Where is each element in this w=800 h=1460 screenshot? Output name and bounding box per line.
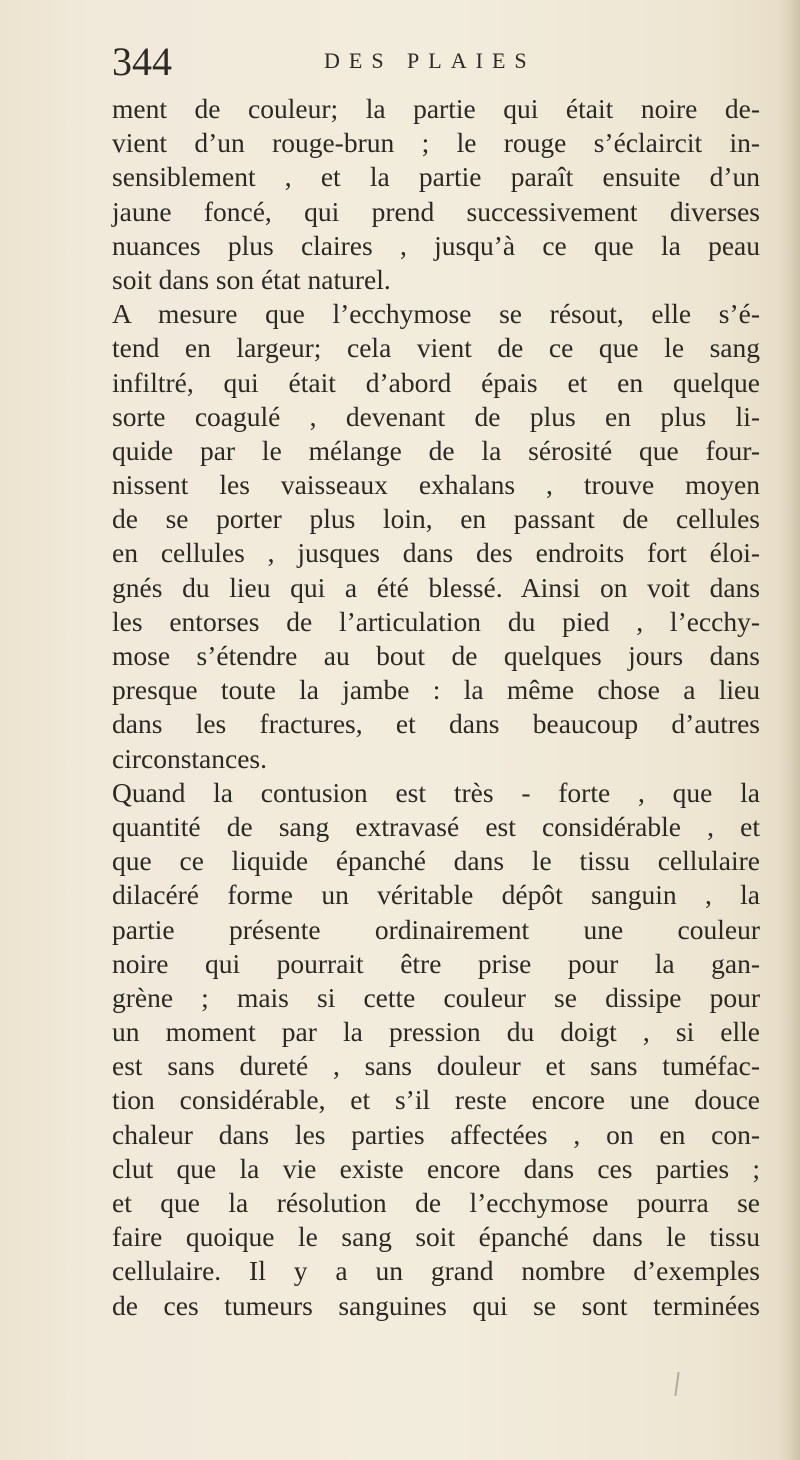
text-line: infiltré, qui était d’abord épais et en quelque bbox=[112, 366, 760, 398]
page-number: 344 bbox=[112, 39, 172, 84]
text-line: et que la résolution de l’ecchymose pourra se bbox=[112, 1187, 760, 1218]
text-line: tend en largeur; cela vient de ce que le sang bbox=[112, 332, 760, 364]
text-line: en cellules , jusques dans des endroits fort éloi- bbox=[112, 537, 760, 569]
text-line: sensiblement , et la partie paraît ensuite d’un bbox=[112, 161, 760, 193]
page-header bbox=[112, 38, 752, 86]
text-line: faire quoique le sang soit épanché dans le tissu bbox=[112, 1221, 760, 1253]
text-line: les entorses de l’articulation du pied , l’ecchy- bbox=[112, 605, 760, 637]
ink-mark bbox=[674, 1372, 679, 1396]
text-line: vient d’un rouge-brun ; le rouge s’éclaircit in- bbox=[112, 127, 760, 159]
text-line: ment de couleur; la partie qui était noire de- bbox=[112, 93, 760, 124]
text-line: de ces tumeurs sanguines qui se sont terminées bbox=[112, 1289, 760, 1321]
text-line: tion considérable, et s’il reste encore une douce bbox=[112, 1084, 760, 1116]
text-line: mose s’étendre au bout de quelques jours dans bbox=[112, 640, 760, 671]
text-line: que ce liquide épanché dans le tissu cellulaire bbox=[112, 845, 760, 877]
text-line: partie présente ordinairement une couleur bbox=[112, 913, 760, 945]
text-line: circonstances. bbox=[112, 742, 267, 774]
running-head: DES PLAIES bbox=[324, 48, 536, 73]
text-line: grène ; mais si cette couleur se dissipe pour bbox=[112, 981, 760, 1013]
text-line: cellulaire. Il y a un grand nombre d’exemples bbox=[112, 1255, 760, 1287]
text-line: quide par le mélange de la sérosité que four- bbox=[112, 434, 760, 466]
text-line: presque toute la jambe : la même chose a lieu bbox=[112, 674, 760, 706]
text-line: quantité de sang extravasé est considérable , et bbox=[112, 810, 760, 842]
text-line: de se porter plus loin, en passant de cellules bbox=[112, 503, 760, 535]
text-line: nuances plus claires , jusqu’à ce que la peau bbox=[112, 229, 760, 261]
text-line: nissent les vaisseaux exhalans , trouve moyen bbox=[112, 469, 760, 501]
page-edge-shadow bbox=[778, 0, 800, 1460]
text-line: un moment par la pression du doigt , si elle bbox=[112, 1016, 760, 1048]
body-text bbox=[112, 92, 760, 1323]
text-line: Quand la contusion est très - forte , que la bbox=[112, 776, 760, 808]
text-line: dilacéré forme un véritable dépôt sanguin , la bbox=[112, 879, 760, 911]
text-line: soit dans son état naturel. bbox=[112, 263, 391, 295]
text-line: jaune foncé, qui prend successivement diverses bbox=[112, 195, 760, 227]
text-line: chaleur dans les parties affectées , on en con- bbox=[112, 1118, 760, 1150]
text-line: gnés du lieu qui a été blessé. Ainsi on voit dans bbox=[112, 571, 760, 603]
text-line: clut que la vie existe encore dans ces parties ; bbox=[112, 1152, 760, 1184]
text-line: sorte coagulé , devenant de plus en plus li- bbox=[112, 400, 760, 432]
text-line: dans les fractures, et dans beaucoup d’autres bbox=[112, 708, 760, 740]
text-line: noire qui pourrait être prise pour la gan- bbox=[112, 947, 760, 979]
text-line: A mesure que l’ecchymose se résout, elle s’é- bbox=[112, 298, 760, 330]
text-line: est sans dureté , sans douleur et sans tuméfac- bbox=[112, 1050, 760, 1082]
